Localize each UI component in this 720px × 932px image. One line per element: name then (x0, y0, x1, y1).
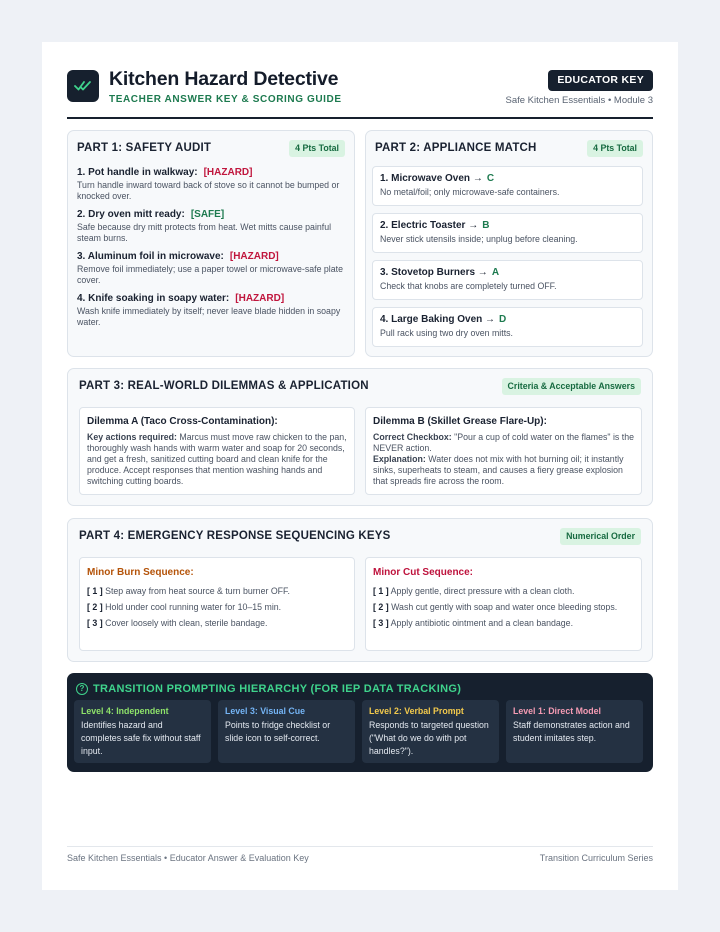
audit-explanation: Turn handle inward toward back of stove so it cannot be bumped or knocked over. (77, 180, 340, 202)
sequence-step: [ 1 ] Step away from heat source & turn burner OFF. (87, 586, 290, 596)
footer-right: Transition Curriculum Series (539, 853, 653, 863)
safe-tag: [SAFE] (190, 209, 225, 220)
part3-title: PART 3: REAL-WORLD DILEMMAS & APPLICATION (79, 380, 369, 392)
audit-question: 1. Pot handle in walkway: (77, 167, 198, 178)
audit-explanation: Safe because dry mitt protects from heat. Wet mitts cause painful steam burns. (77, 222, 332, 244)
match-answer: B (482, 220, 490, 231)
audit-question: 3. Aluminum foil in microwave: (77, 251, 224, 262)
burn-sequence-title: Minor Burn Sequence: (87, 567, 194, 578)
level-card (218, 700, 355, 763)
footer-divider (67, 846, 653, 847)
level-description: Points to fridge checklist or slide icon to self-correct. (225, 720, 331, 743)
part2-title: PART 2: APPLIANCE MATCH (375, 142, 537, 154)
sequence-step: [ 3 ] Cover loosely with clean, sterile bandage. (87, 618, 268, 628)
hazard-tag: [HAZARD] (235, 293, 285, 304)
level-title: Level 3: Visual Cue (225, 706, 306, 716)
sequence-step: [ 2 ] Wash cut gently with soap and water once bleeding stops. (373, 602, 618, 612)
hazard-tag: [HAZARD] (229, 251, 279, 262)
audit-question: 2. Dry oven mitt ready: (77, 209, 185, 220)
part4-title: PART 4: EMERGENCY RESPONSE SEQUENCING KEYS (79, 530, 391, 542)
audit-item (77, 293, 345, 328)
check-double-icon (67, 70, 99, 102)
level-card (506, 700, 643, 763)
cut-sequence (365, 557, 642, 651)
part2-points-badge: 4 Pts Total (587, 140, 643, 157)
part3-card (67, 368, 653, 506)
level-description: Responds to targeted question ("What do we do with pot handles?"). (369, 720, 489, 756)
dilemma-b-answer: Correct Checkbox: "Pour a cup of cold water on the flames" is the NEVER action. Explanation: Water does not mix with hot burning oil; it instantly sinks, superheats to steam, and causes a fiery grease explosion that spreads fire across the room. (373, 432, 634, 487)
prompting-hierarchy-title: TRANSITION PROMPTING HIERARCHY (FOR IEP DATA TRACKING) (93, 683, 462, 695)
level-title: Level 2: Verbal Prompt (369, 706, 464, 716)
audit-item (77, 251, 345, 286)
match-explanation: Pull rack using two dry oven mitts. (380, 328, 513, 338)
header-divider (67, 117, 653, 119)
sequence-step: [ 1 ] Apply gentle, direct pressure with a clean cloth. (373, 586, 575, 596)
page-subtitle: TEACHER ANSWER KEY & SCORING GUIDE (109, 94, 342, 105)
part1-title: PART 1: SAFETY AUDIT (77, 142, 212, 154)
sequence-step: [ 2 ] Hold under cool running water for 10–15 min. (87, 602, 282, 612)
audit-question: 4. Knife soaking in soapy water: (77, 293, 230, 304)
match-answer: C (486, 173, 495, 184)
level-card (362, 700, 499, 763)
dilemma-a (79, 407, 355, 495)
level-title: Level 4: Independent (81, 706, 169, 716)
match-answer: A (491, 267, 500, 278)
part2-card (365, 130, 653, 357)
level-description: Identifies hazard and completes safe fix without staff input. (81, 720, 201, 756)
match-explanation: Check that knobs are completely turned OFF. (380, 281, 557, 291)
match-answer: D (499, 314, 507, 325)
audit-item (77, 209, 345, 244)
part1-card (67, 130, 355, 357)
match-item (372, 307, 643, 347)
part4-order-badge: Numerical Order (560, 528, 641, 545)
match-item (372, 260, 643, 300)
level-title: Level 1: Direct Model (513, 706, 601, 716)
part3-criteria-badge: Criteria & Acceptable Answers (502, 378, 641, 395)
module-label: Safe Kitchen Essentials • Module 3 (505, 95, 653, 106)
match-item (372, 166, 643, 206)
burn-sequence (79, 557, 355, 651)
audit-explanation: Wash knife immediately by itself; never leave blade hidden in soapy water. (77, 306, 341, 328)
cut-sequence-title: Minor Cut Sequence: (373, 567, 474, 578)
match-question: 1. Microwave Oven → (380, 173, 483, 184)
hazard-tag: [HAZARD] (203, 167, 253, 178)
match-item (372, 213, 643, 253)
match-question: 4. Large Baking Oven → (380, 314, 496, 325)
page-title: Kitchen Hazard Detective (109, 68, 339, 90)
match-explanation: Never stick utensils inside; unplug before cleaning. (380, 234, 578, 244)
footer-left: Safe Kitchen Essentials • Educator Answer & Evaluation Key (67, 853, 309, 863)
sequence-step: [ 3 ] Apply antibiotic ointment and a clean bandage. (373, 618, 574, 628)
match-question: 3. Stovetop Burners → (380, 267, 488, 278)
level-description: Staff demonstrates action and student imitates step. (513, 720, 630, 743)
educator-key-badge: EDUCATOR KEY (548, 70, 653, 91)
part1-points-badge: 4 Pts Total (289, 140, 345, 157)
dilemma-a-title: Dilemma A (Taco Cross-Contamination): (87, 416, 278, 427)
dilemma-b-title: Dilemma B (Skillet Grease Flare-Up): (373, 416, 547, 427)
prompting-hierarchy-panel (67, 673, 653, 772)
answer-key-page (42, 42, 678, 890)
audit-item (77, 167, 345, 202)
match-question: 2. Electric Toaster → (380, 220, 479, 231)
help-circle-icon: ? (76, 683, 88, 695)
dilemma-b (365, 407, 642, 495)
dilemma-a-answer: Key actions required: Marcus must move raw chicken to the pan, thoroughly wash hands with warm water and soap for 20 seconds, and get a fresh, sanitized cutting board and clean knife for the produce. Accept responses that mention washing hands and switching cutting boards. (87, 432, 347, 487)
part4-card (67, 518, 653, 662)
audit-explanation: Remove foil immediately; use a paper towel or microwave-safe plate cover. (77, 264, 343, 286)
match-explanation: No metal/foil; only microwave-safe containers. (380, 187, 560, 197)
level-card (74, 700, 211, 763)
